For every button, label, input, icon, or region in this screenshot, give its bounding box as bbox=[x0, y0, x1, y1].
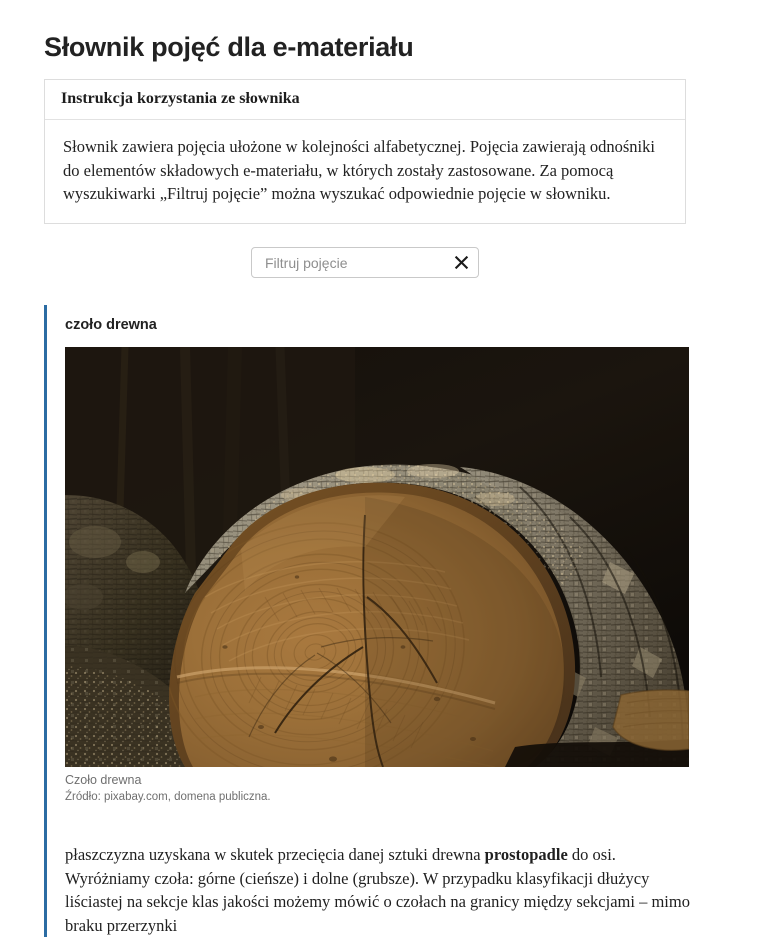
figure-caption-block bbox=[65, 767, 732, 805]
filter-input[interactable] bbox=[252, 248, 445, 277]
instruction-panel-header: Instrukcja korzystania ze słownika bbox=[45, 80, 685, 120]
filter-search-box[interactable] bbox=[251, 247, 479, 278]
glossary-definition bbox=[65, 805, 699, 937]
clear-filter-button[interactable] bbox=[444, 248, 478, 277]
instruction-panel bbox=[44, 79, 686, 224]
glossary-entry bbox=[44, 305, 732, 937]
definition-emphasis: prostopadle bbox=[484, 845, 568, 864]
figure-source: Źródło: pixabay.com, domena publiczna. bbox=[65, 791, 271, 803]
log-cross-section-photo bbox=[65, 347, 689, 767]
definition-text-part1: płaszczyzna uzyskana w skutek przecięcia danej sztuki drewna bbox=[65, 845, 485, 864]
figure-caption: Czoło drewna bbox=[65, 773, 142, 787]
close-x-icon bbox=[454, 255, 469, 270]
definition-text-part2: do osi. Wyróżniamy czoła: górne (cieńsze) i dolne (grubsze). W przypadku klasyfikacji dłużycy liściastej na sekcje klas jakości możemy mówić o czołach na granicy między sekcjami – mimo braku przerzynki bbox=[65, 845, 690, 935]
glossary-figure bbox=[65, 347, 732, 805]
instruction-panel-body: Słownik zawiera pojęcia ułożone w kolejności alfabetycznej. Pojęcia zawierają odnośniki do elementów składowych e-materiału, w których zostały zastosowane. Za pomocą wyszukiwarki „Filtruj pojęcie” można wyszukać odpowiednie pojęcie w słowniku. bbox=[63, 137, 655, 203]
glossary-term: czoło drewna bbox=[65, 317, 157, 333]
page-title: Słownik pojęć dla e-materiału bbox=[44, 32, 414, 63]
